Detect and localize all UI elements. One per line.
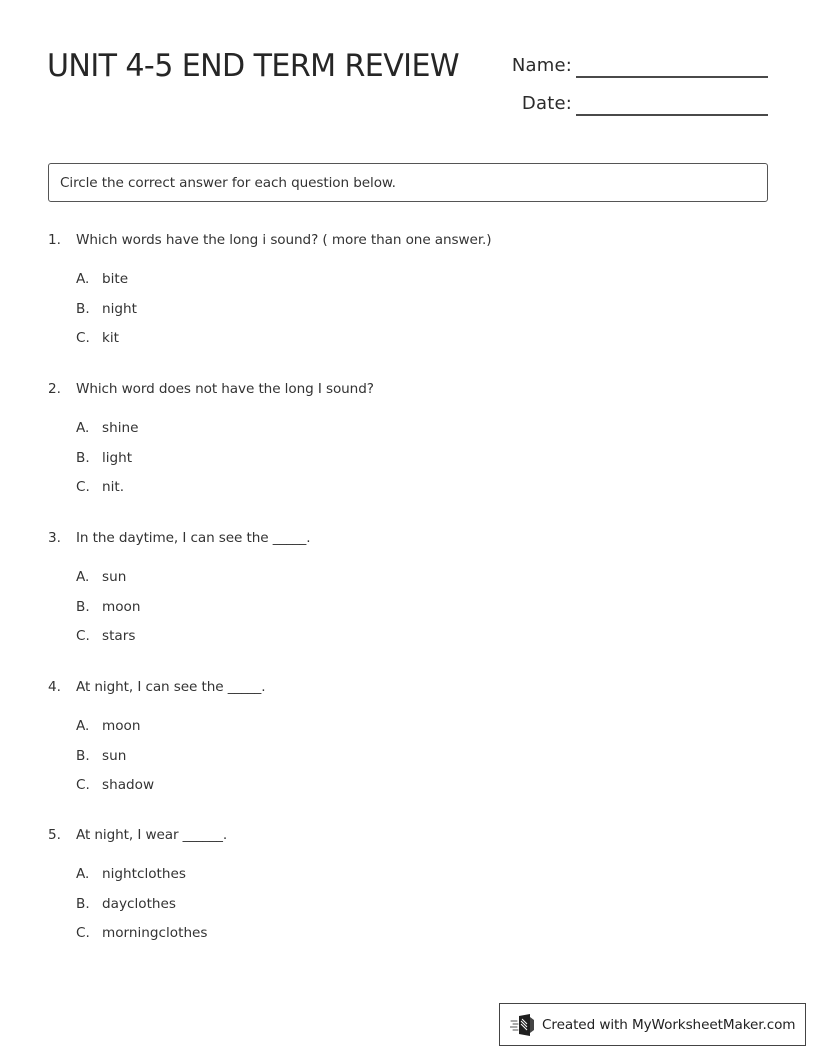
date-label: Date:	[521, 93, 572, 114]
name-label: Name:	[511, 55, 572, 76]
page-title: UNIT 4-5 END TERM REVIEW	[47, 48, 460, 84]
option-text: shadow	[102, 777, 155, 794]
option-letter: C.	[76, 925, 90, 942]
question-number: 4.	[48, 679, 61, 695]
option-text: morningclothes	[102, 925, 208, 942]
option-text: night	[102, 300, 137, 317]
question-text: Which word does not have the long I sound?	[76, 381, 374, 397]
option-letter: C.	[76, 777, 90, 794]
option-letter: B.	[76, 300, 90, 317]
option-letter: B.	[76, 598, 90, 615]
option-text: shine	[102, 420, 139, 436]
option-letter: C.	[76, 330, 90, 347]
question-text: At night, I can see the _____.	[76, 679, 266, 695]
instructions-text: Circle the correct answer for each question below.	[60, 174, 396, 191]
question-line	[48, 827, 748, 847]
option-letter: A.	[76, 271, 90, 287]
worksheet-maker-logo-icon	[510, 1013, 536, 1037]
option-letter: C.	[76, 628, 90, 645]
question-2	[48, 381, 748, 496]
question-3	[48, 530, 748, 645]
option-text: nightclothes	[102, 866, 186, 882]
option-letter: A.	[76, 569, 90, 585]
option-text: moon	[102, 598, 141, 615]
option-text: bite	[102, 271, 129, 287]
question-line	[48, 381, 748, 401]
question-text: In the daytime, I can see the _____.	[76, 530, 311, 546]
name-input-line[interactable]	[576, 76, 768, 78]
option-letter: A.	[76, 718, 90, 734]
question-line	[48, 232, 748, 252]
option-text: nit.	[102, 479, 125, 496]
question-number: 5.	[48, 827, 61, 843]
option-letter: B.	[76, 449, 90, 466]
question-number: 3.	[48, 530, 61, 546]
question-number: 1.	[48, 232, 61, 248]
option-text: stars	[102, 628, 136, 645]
date-input-line[interactable]	[576, 114, 768, 116]
question-text: Which words have the long i sound? ( more than one answer.)	[76, 232, 492, 248]
option-text: light	[102, 449, 133, 466]
name-field	[500, 52, 572, 76]
question-text: At night, I wear ______.	[76, 827, 228, 843]
option-letter: A.	[76, 866, 90, 882]
option-letter: B.	[76, 747, 90, 764]
option-text: moon	[102, 718, 141, 734]
instructions-box	[48, 163, 768, 202]
question-5	[48, 827, 748, 942]
question-line	[48, 530, 748, 550]
question-4	[48, 679, 748, 794]
option-letter: C.	[76, 479, 90, 496]
date-field	[500, 90, 572, 114]
option-text: sun	[102, 569, 127, 585]
option-text: dayclothes	[102, 895, 176, 912]
option-letter: A.	[76, 420, 90, 436]
footer-text: Created with MyWorksheetMaker.com	[542, 1016, 796, 1033]
question-line	[48, 679, 748, 699]
option-letter: B.	[76, 895, 90, 912]
question-1	[48, 232, 748, 347]
question-number: 2.	[48, 381, 61, 397]
footer-badge[interactable]	[499, 1003, 806, 1046]
option-text: kit	[102, 330, 119, 347]
option-text: sun	[102, 747, 127, 764]
